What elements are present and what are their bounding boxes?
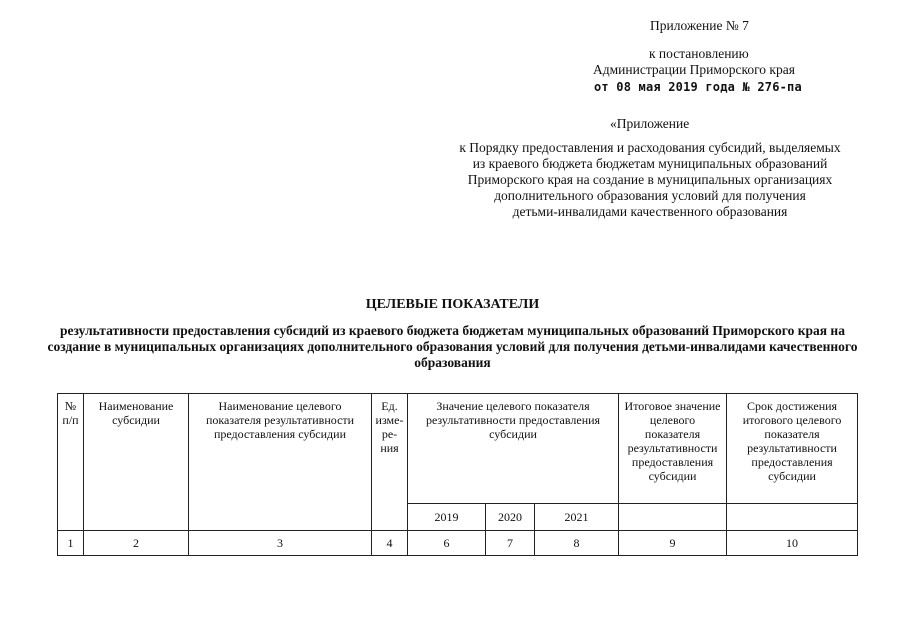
header-indicator-name: Наименование целевого показателя результативности предоставления субсидии (189, 394, 372, 531)
empty-cell (619, 504, 727, 531)
column-number: 4 (372, 531, 408, 556)
header-num: № п/п (58, 394, 84, 531)
header-row (58, 394, 858, 504)
administration-name: Администрации Приморского края (593, 62, 795, 77)
annex-line: дополнительного образования условий для получения (494, 188, 806, 203)
header-unit: Ед. изме-ре-ния (372, 394, 408, 531)
to-resolution: к постановлению (649, 46, 749, 61)
column-number: 1 (58, 531, 84, 556)
indicators-table (57, 393, 858, 556)
column-number: 3 (189, 531, 372, 556)
annex-line: к Порядку предоставления и расходования субсидий, выделяемых (459, 140, 841, 155)
header-indicator-value: Значение целевого показателя результативности предоставления субсидии (408, 394, 619, 504)
column-number: 9 (619, 531, 727, 556)
annex-reference (420, 116, 880, 220)
document-subheading: результативности предоставления субсидий из краевого бюджета бюджетам муниципальных образований Приморского края на создание в муниципальных организациях дополнительного образования условий для получения детьми-инвалидами качественного образования (47, 323, 858, 370)
header-final-value: Итоговое значение целевого показателя результативности предоставления субсидии (619, 394, 727, 504)
approval-block (560, 18, 860, 95)
appendix-number: Приложение № 7 (650, 18, 749, 33)
column-number: 10 (727, 531, 858, 556)
year-cell: 2021 (535, 504, 619, 531)
header-deadline: Срок достижения итогового целевого показателя результативности предоставления субсидии (727, 394, 858, 504)
column-number: 6 (408, 531, 486, 556)
document-heading: ЦЕЛЕВЫЕ ПОКАЗАТЕЛИ (365, 297, 540, 312)
resolution-date-stamp: от 08 мая 2019 года № 276-па (594, 80, 802, 94)
annex-title: «Приложение (610, 116, 690, 131)
annex-line: детьми-инвалидами качественного образования (512, 204, 788, 219)
year-cell: 2019 (408, 504, 486, 531)
annex-line: из краевого бюджета бюджетам муниципальных образований (472, 156, 828, 171)
year-cell: 2020 (486, 504, 535, 531)
empty-cell (727, 504, 858, 531)
header-subsidy-name: Наименование субсидии (84, 394, 189, 531)
column-number: 8 (535, 531, 619, 556)
annex-line: Приморского края на создание в муниципальных организациях (467, 172, 833, 187)
column-numbers-row (58, 531, 858, 556)
column-number: 7 (486, 531, 535, 556)
column-number: 2 (84, 531, 189, 556)
